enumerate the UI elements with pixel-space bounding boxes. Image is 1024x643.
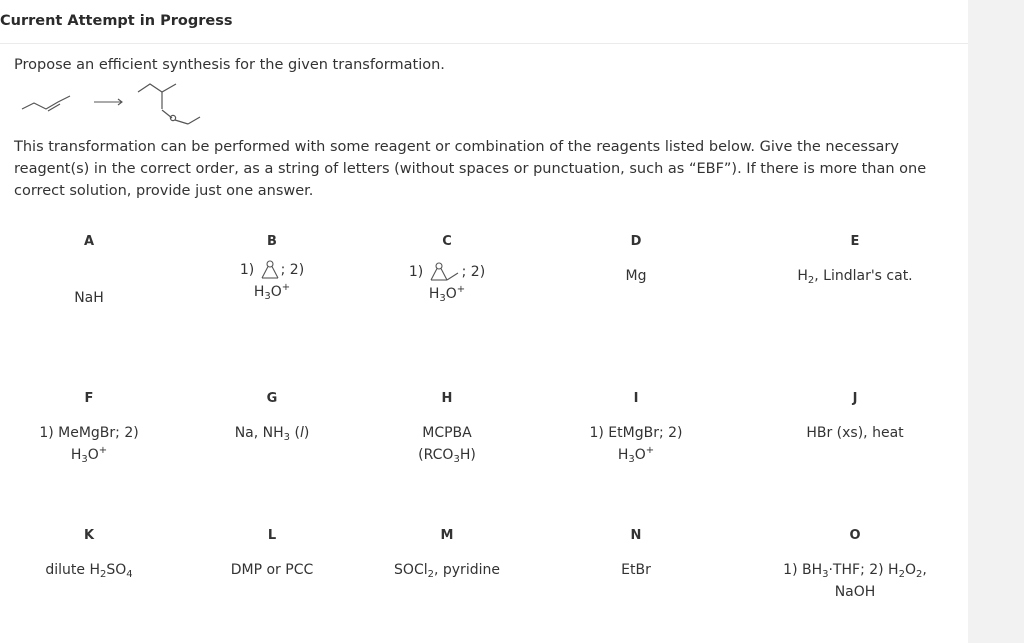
reagent-letter: E bbox=[850, 234, 860, 249]
reagent-h bbox=[367, 391, 527, 466]
ethylene-oxide-icon bbox=[259, 259, 281, 281]
header bbox=[0, 0, 968, 44]
step-2-label: ; 2) bbox=[461, 264, 486, 280]
question-instructions: This transformation can be performed with some reagent or combination of the reagents listed below. Give the necessary reagent(s) in the correct order, as a string of letters (without spaces or punctuation, such as “EBF”). If there is more than one correct solution, provide just one answer. bbox=[14, 139, 927, 199]
reagent-letter: H bbox=[441, 391, 453, 406]
reagent-line-2: $H_3O^+$ bbox=[253, 282, 291, 302]
reagent-letter: A bbox=[83, 234, 95, 249]
reagent-o bbox=[775, 528, 935, 603]
reagent-letter: J bbox=[852, 391, 858, 406]
reagent-line-1: MCPBA bbox=[422, 425, 472, 441]
reagent-line-2: $H_3O^+$ bbox=[617, 445, 655, 465]
reagent-n bbox=[556, 528, 716, 581]
reagent-l bbox=[192, 528, 352, 581]
product-ether-structure bbox=[138, 84, 200, 124]
reagent-c bbox=[367, 234, 527, 305]
reagent-k bbox=[9, 528, 169, 581]
reagent-letter: O bbox=[849, 528, 861, 543]
reagent-text: NaH bbox=[74, 290, 104, 306]
reagent-letter: G bbox=[266, 391, 278, 406]
reagent-text: dilute $H_2SO_4$ bbox=[45, 562, 133, 580]
reagent-letter: K bbox=[83, 528, 95, 543]
reagent-letter: D bbox=[630, 234, 642, 249]
reagent-e bbox=[775, 234, 935, 287]
reagent-text: DMP or PCC bbox=[230, 562, 314, 578]
reagent-text: HBr (xs), heat bbox=[806, 425, 904, 441]
reagent-letter: C bbox=[442, 234, 452, 249]
page-title: Current Attempt in Progress bbox=[0, 13, 233, 29]
reagent-b bbox=[192, 234, 352, 303]
reagent-text: Na, $NH_3$ (l) bbox=[234, 425, 310, 443]
reagent-line-1: 1) $BH_3\cdot THF$; 2) $H_2O_2$, bbox=[783, 562, 927, 580]
reagent-line-1: 1) EtMgBr; 2) bbox=[589, 425, 683, 441]
reagent-f bbox=[9, 391, 169, 466]
reagent-m bbox=[367, 528, 527, 581]
reagent-text: Mg bbox=[625, 268, 647, 284]
reagent-letter: L bbox=[267, 528, 277, 543]
reaction-arrow bbox=[94, 99, 122, 105]
reagent-text: EtBr bbox=[621, 562, 651, 578]
reagent-d bbox=[556, 234, 716, 287]
question-prompt: Propose an efficient synthesis for the given transformation. bbox=[14, 57, 445, 73]
reagent-letter: N bbox=[630, 528, 642, 543]
reagent-a bbox=[9, 234, 169, 309]
reagent-letter: B bbox=[267, 234, 277, 249]
reagent-line-2: $H_3O^+$ bbox=[70, 445, 108, 465]
reagent-line-2: $H_3O^+$ bbox=[428, 284, 466, 304]
reagent-line-1 bbox=[367, 261, 527, 283]
reagent-letter: I bbox=[633, 391, 639, 406]
step-2-label: ; 2) bbox=[280, 262, 305, 278]
reagent-line-1 bbox=[192, 259, 352, 281]
step-1-label: 1) bbox=[239, 262, 259, 278]
step-1-label: 1) bbox=[408, 264, 428, 280]
reaction-scheme bbox=[14, 78, 224, 134]
reagent-letter: F bbox=[84, 391, 94, 406]
reagent-i bbox=[556, 391, 716, 466]
reagent-text: SOCl$_2$, pyridine bbox=[394, 562, 500, 580]
reagent-letter: M bbox=[440, 528, 454, 543]
reagent-text: $H_2$, Lindlar's cat. bbox=[797, 268, 913, 286]
reagent-line-1: 1) MeMgBr; 2) bbox=[39, 425, 139, 441]
reagent-j bbox=[775, 391, 935, 444]
reagent-g bbox=[192, 391, 352, 444]
propylene-oxide-icon bbox=[428, 261, 462, 283]
starting-alkene-structure bbox=[22, 96, 70, 111]
reagent-line-2: NaOH bbox=[834, 584, 876, 600]
reagent-line-2: $(RCO_3H)$ bbox=[418, 447, 476, 465]
